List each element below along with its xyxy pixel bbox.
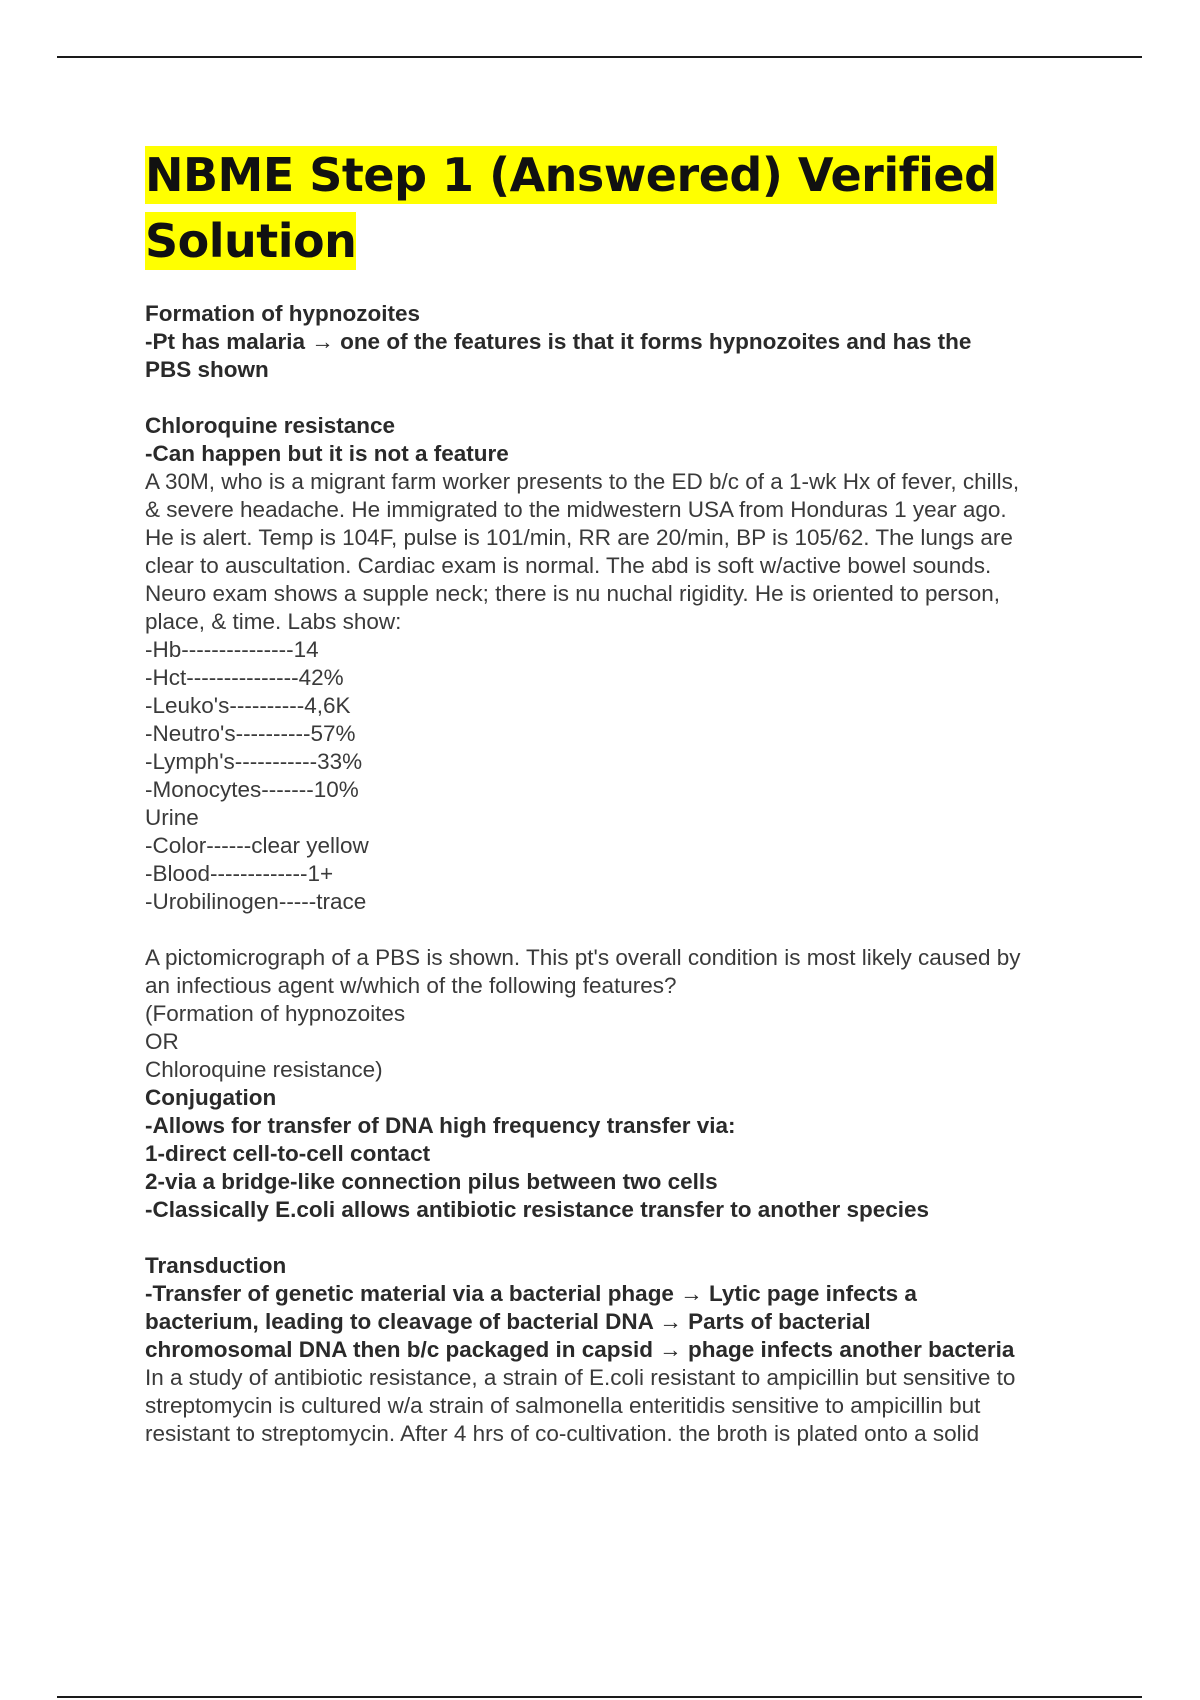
text-line: He is alert. Temp is 104F, pulse is 101/min, RR are 20/min, BP is 105/62. The lungs are [145, 525, 1013, 550]
text-line: resistant to streptomycin. After 4 hrs of co-cultivation. the broth is plated onto a solid [145, 1421, 980, 1446]
text-line: -Hct---------------42% [145, 665, 344, 690]
title-highlight-1 [145, 146, 997, 204]
section-gap [145, 916, 1095, 944]
title-part-3: Solution [145, 214, 357, 268]
bold-text-line: Conjugation [145, 1085, 277, 1110]
text-line: (Formation of hypnozoites [145, 1001, 406, 1026]
document-body [145, 300, 1095, 1448]
text-line: In a study of antibiotic resistance, a strain of E.coli resistant to ampicillin but sensitive to [145, 1365, 1016, 1390]
text-line: Urine [145, 805, 199, 830]
text-line: -Blood-------------1+ [145, 861, 334, 886]
document-section [145, 1252, 1095, 1448]
text-line: Neuro exam shows a supple neck; there is nu nuchal rigidity. He is oriented to person, [145, 581, 1001, 606]
text-line: clear to auscultation. Cardiac exam is normal. The abd is soft w/active bowel sounds. [145, 553, 992, 578]
document-section [145, 412, 1095, 916]
bold-text-line: 2-via a bridge-like connection pilus between two cells [145, 1169, 718, 1194]
text-line: -Leuko's----------4,6K [145, 693, 351, 718]
text-line: place, & time. Labs show: [145, 609, 402, 634]
section-gap [145, 1224, 1095, 1252]
section-gap [145, 384, 1095, 412]
bold-text-line: Transduction [145, 1253, 287, 1278]
bold-text-line: bacterium, leading to cleavage of bacterial DNA → Parts of bacterial [145, 1309, 871, 1334]
bold-text-line: PBS shown [145, 357, 269, 382]
text-line: -Neutro's----------57% [145, 721, 356, 746]
bold-text-line: -Classically E.coli allows antibiotic resistance transfer to another species [145, 1197, 930, 1222]
bold-text-line: -Pt has malaria → one of the features is that it forms hypnozoites and has the [145, 329, 972, 354]
text-line: & severe headache. He immigrated to the midwestern USA from Honduras 1 year ago. [145, 497, 1007, 522]
text-line: OR [145, 1029, 179, 1054]
text-line: A 30M, who is a migrant farm worker presents to the ED b/c of a 1-wk Hx of fever, chills, [145, 469, 1020, 494]
bold-text-line: Chloroquine resistance [145, 413, 396, 438]
text-line: -Urobilinogen-----trace [145, 889, 367, 914]
document-section [145, 944, 1095, 1224]
text-line: -Monocytes-------10% [145, 777, 359, 802]
document-section [145, 300, 1095, 384]
title-highlight-2 [145, 212, 356, 270]
bold-text-line: -Transfer of genetic material via a bacterial phage → Lytic page infects a [145, 1281, 917, 1306]
text-line: -Lymph's-----------33% [145, 749, 363, 774]
text-line: A pictomicrograph of a PBS is shown. This pt's overall condition is most likely caused by [145, 945, 1021, 970]
text-line: -Hb---------------14 [145, 637, 319, 662]
page-top-rule [57, 56, 1142, 58]
bold-text-line: 1-direct cell-to-cell contact [145, 1141, 431, 1166]
title-part-1: NBME Step 1 [145, 148, 474, 202]
title-part-2: (Answered) Verified [489, 148, 997, 202]
bold-text-line: chromosomal DNA then b/c packaged in capsid → phage infects another bacteria [145, 1337, 1015, 1362]
bold-text-line: -Can happen but it is not a feature [145, 441, 509, 466]
text-line: Chloroquine resistance) [145, 1057, 383, 1082]
bold-text-line: Formation of hypnozoites [145, 301, 420, 326]
document-title [145, 142, 1045, 274]
page-bottom-rule [57, 1696, 1142, 1698]
text-line: streptomycin is cultured w/a strain of salmonella enteritidis sensitive to ampicillin but [145, 1393, 981, 1418]
text-line: -Color------clear yellow [145, 833, 369, 858]
text-line: an infectious agent w/which of the following features? [145, 973, 677, 998]
bold-text-line: -Allows for transfer of DNA high frequency transfer via: [145, 1113, 736, 1138]
